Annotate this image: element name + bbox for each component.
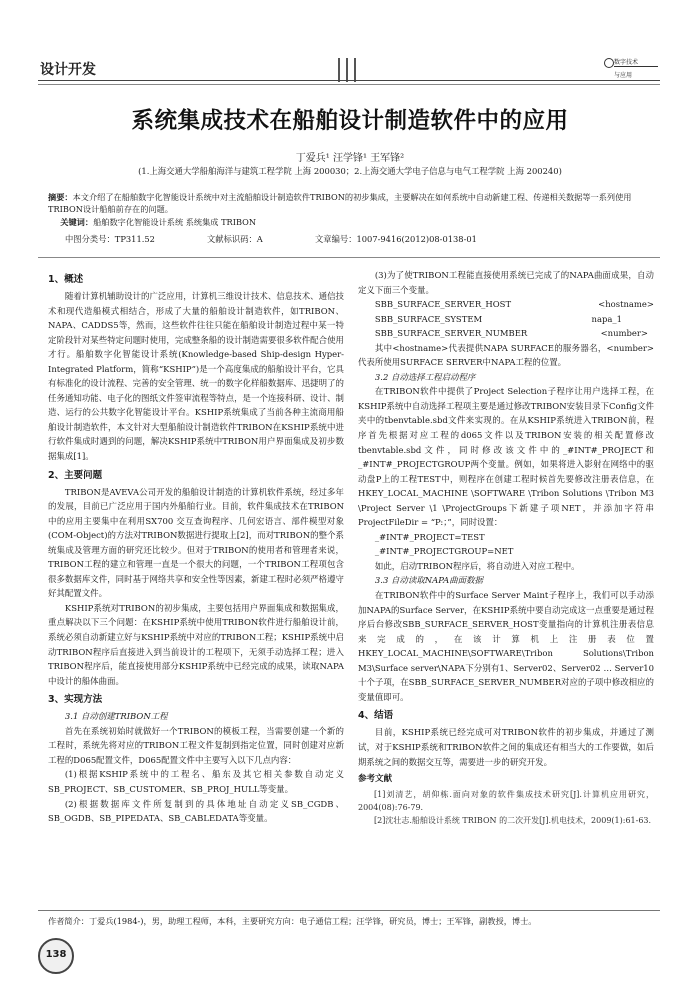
paragraph: KSHIP系统对TRIBON的初步集成，主要包括用户界面集成和数据集成，重点解决以下三个问题：在KSHIP系统中使用TRIBON软件进行船舶设计前，系统必须自动新建立好与KSHIP系统中对应的TRIBON工程；KSHIP系统中启动TRIBON程序后直接进入到当前设计的工程项下，无须手动选择工程；进入TRIBON程序后，能直接使用部分KSHIP系统中已经完成的成果，读取NAPA中设计的船体曲面。 [48, 602, 344, 686]
variable-name: SBB_SURFACE_SERVER_NUMBER [374, 328, 528, 339]
paragraph: (2)根据数据库文件所复制到的具体地址自动定义SB_CGDB、SB_OGDB、SB_PIPEDATA、SB_CABLEDATA等变量。 [48, 798, 344, 824]
variable-row [358, 326, 654, 341]
clc-number: 中图分类号：TP311.52 [65, 234, 155, 244]
article-authors: 丁爱兵¹ 汪学锋¹ 王军锋² [295, 153, 405, 164]
journal-logo-line1: 数字技术 [614, 59, 639, 66]
paragraph: 随着计算机辅助设计的广泛应用，计算机三维设计技术、信息技术、通信技术和现代造船模式相结合，形成了大量的船舶设计制造软件，如TRIBON、NAPA、CADDS5等，然而，这些软件往往只能在船舶设计制造过程中某一特定阶段针对某些特定问题时使用，完成整条船的设计制造需要很多软件配合使用才行。船舶数字化智能设计系统(Knowledge-based Ship-design Hyper-Integrated Platform，简称“KSHIP”)是一个高度集成的船舶设计平台，它具有标准化的设计流程、完善的安全管理、统一的数字化样船数据库、迅捷明了的任务通知功能、电子化的图纸文件签审流程等特点，是一个连接科研、设计、制造、运行的公共数字化智能设计平台。KSHIP系统集成了当前各种主流商用船舶设计制造软件，本文针对大型船舶设计制造软件TRIBON在KSHIP系统中进行软件集成时遇到的问题，解决KSHIP系统中TRIBON用户界面集成及初步数据集成[1]。 [48, 291, 344, 462]
abstract-rule [38, 257, 660, 258]
subsection-heading: 3.1 自动创建TRIBON工程 [64, 711, 168, 722]
header-rule-thin [38, 84, 660, 85]
paragraph: 首先在系统初始时就做好一个TRIBON的模板工程，当需要创建一个新的工程时，系统先将对应的TRIBON工程文件复制到指定位置，同时创建对应新工程的D065配置文件，D065配置文件中主要写入以下几点内容： [48, 725, 344, 765]
paragraph: (3)为了使TRIBON工程能直接使用系统已完成了的NAPA曲面成果，自动定义下面三个变量。 [358, 270, 654, 295]
page-header [0, 0, 700, 92]
section-heading: 1、概述 [48, 274, 84, 285]
journal-logo-line2: 与应用 [614, 72, 633, 79]
reference-item: [2]沈壮志.船舶设计系统 TRIBON 的二次开发[J].机电技术，2009(1):61-63. [374, 816, 652, 826]
variable-row [358, 297, 654, 312]
journal-logo-icon [604, 58, 614, 68]
paragraph: (1)根据KSHIP系统中的工程名、船东及其它相关参数自动定义SB_PROJECT、SB_CUSTOMER、SB_PROJ_HULL等变量。 [48, 769, 344, 794]
journal-logo [600, 50, 660, 84]
subsection-heading: 3.2 自动选择工程启动程序 [374, 371, 476, 382]
variable-value: napa_1 [591, 313, 622, 324]
abstract-label: 摘要： [48, 192, 73, 202]
article-number: 文章编号：1007-9416(2012)08-0138-01 [315, 234, 477, 244]
header-decoration [338, 58, 368, 82]
footer-rule [38, 910, 660, 911]
article-meta [65, 233, 665, 245]
page-number: 138 [45, 949, 67, 960]
left-column [48, 268, 344, 826]
variable-name: SBB_SURFACE_SERVER_HOST [374, 299, 512, 310]
reference-item: [1]刘清艺，胡仰栋.面向对象的软件集成技术研究[J].计算机应用研究，2004(08):76-79. [358, 790, 654, 813]
section-heading: 4、结语 [358, 710, 394, 722]
article-title: 系统集成技术在船舶设计制造软件中的应用 [131, 108, 569, 134]
variable-value: <number> [600, 328, 648, 339]
column-name: 设计开发 [40, 62, 96, 78]
page-number-badge [38, 938, 74, 974]
author-bio: 作者简介：丁爱兵(1984-)，男，助理工程师，本科，主要研究方向：电子通信工程；汪学锋，研究员，博士；王军锋，副教授，博士。 [48, 916, 537, 926]
keywords-text: 船舶数字化智能设计系统 系统集成 TRIBON [93, 216, 256, 227]
variable-row [358, 312, 654, 327]
subsection-heading: 3.3 自动读取NAPA曲面数据 [374, 575, 483, 586]
section-heading: 3、实现方法 [48, 694, 103, 706]
code-line: _#INT#_PROJECT=TEST [374, 531, 485, 542]
paragraph: 在TRIBON软件中的Surface Server Maint子程序上，我们可以手动添加NAPA的Surface Server，在KSHIP系统中要自动完成这一点重要是通过程序后台修改SBB_SURFACE_SERVER_HOST变量指向的计算机注册表信息来完成的，在该计算机上注册表位置HKEY_LOCAL_MACHINE\SOFTWARE\Tribon Solutions\Tribon M3\Surface server\NAPA下分别有1、Server02、Server02 … Server10十个子项，在SBB_SURFACE_SERVER_NUMBER对应的子项中修改相应的变量值即可。 [358, 590, 654, 702]
section-heading: 2、主要问题 [48, 469, 103, 481]
keywords-label: 关键词： [60, 216, 94, 227]
variable-value: <hostname> [598, 299, 654, 310]
variable-name: SBB_SURFACE_SYSTEM [374, 313, 483, 324]
paragraph: 其中<hostname>代表提供NAPA SURFACE的服务器名，<number>代表所使用SURFACE SERVER中NAPA工程的位置。 [358, 342, 654, 368]
article-affiliation: (1.上海交通大学船舶海洋与建筑工程学院 上海 200030；2.上海交通大学电子信息与电气工程学院 上海 200240) [138, 166, 562, 176]
abstract-block [48, 191, 664, 228]
right-column [358, 268, 654, 827]
paragraph: 如此，启动TRIBON程序后，将自动进入对应工程中。 [374, 560, 580, 571]
paragraph: 在TRIBON软件中提供了Project Selection子程序让用户选择工程，在KSHIP系统中自动选择工程项主要是通过修改TRIBON安装目录下Config文件夹中的tbenvtable.sbd文件来实现的。在从KSHIP系统进入TRIBON前，程序首先根据对应工程的d065文件以及TRIBON安装的相关配置修改tbenvtable.sbd文件，同时修改该文件中的_#INT#_PROJECT和_#INT#_PROJECTGROUP两个变量。例如，如果将进入影射在网络中的驱动盘P上的工程TEST中，则程序在创建工程时候首先要修改注册表信息，在HKEY_LOCAL_MACHINE \SOFTWARE \Tribon Solutions \Tribon M3 \Project Server \1 \ProjectGroups下新建子项NET，并添加字符串ProjectFileDir = “P:；”，同时设置： [358, 386, 654, 528]
references-heading: 参考文献 [358, 774, 393, 785]
code-line: _#INT#_PROJECTGROUP=NET [374, 546, 514, 557]
paragraph: TRIBON是AVEVA公司开发的船舶设计制造的计算机软件系统，经过多年的发展，目前已广泛应用于国内外船舶行业。目前，软件集成技术在TRIBON中的应用主要集中在利用SX700 交互查询程序、几何宏语言、部件模型对象(COM-Object)的方法对TRIBON数据进行提取上[2]，而对TRIBON的整个系统集成及管理方面的研究还比较少。但对于TRIBON的使用者和管理者来说，TRIBON工程的建立和管理一直是一个很大的问题，一个TRIBON工程项包含很多数据库文件，同时基于网络共享和安全性等因素，新建工程时必须严格遵守好其配置文件。 [48, 486, 344, 599]
header-rule [38, 80, 660, 81]
document-code: 文献标识码：A [207, 234, 263, 244]
abstract-text: 本文介绍了在船舶数字化智能设计系统中对主流船舶设计制造软件TRIBON的初步集成，主要解决在如何系统中自动新建工程、传递相关数据等一系列使用TRIBON设计船舶前存在的问题。 [48, 192, 632, 215]
paragraph: 目前，KSHIP系统已经完成可对TRIBON软件的初步集成，并通过了测试，对于KSHIP系统和TRIBON软件之间的集成还有相当大的工作要做，如后期系统之间的数据交互等，需要进一步的研究开发。 [358, 727, 654, 767]
